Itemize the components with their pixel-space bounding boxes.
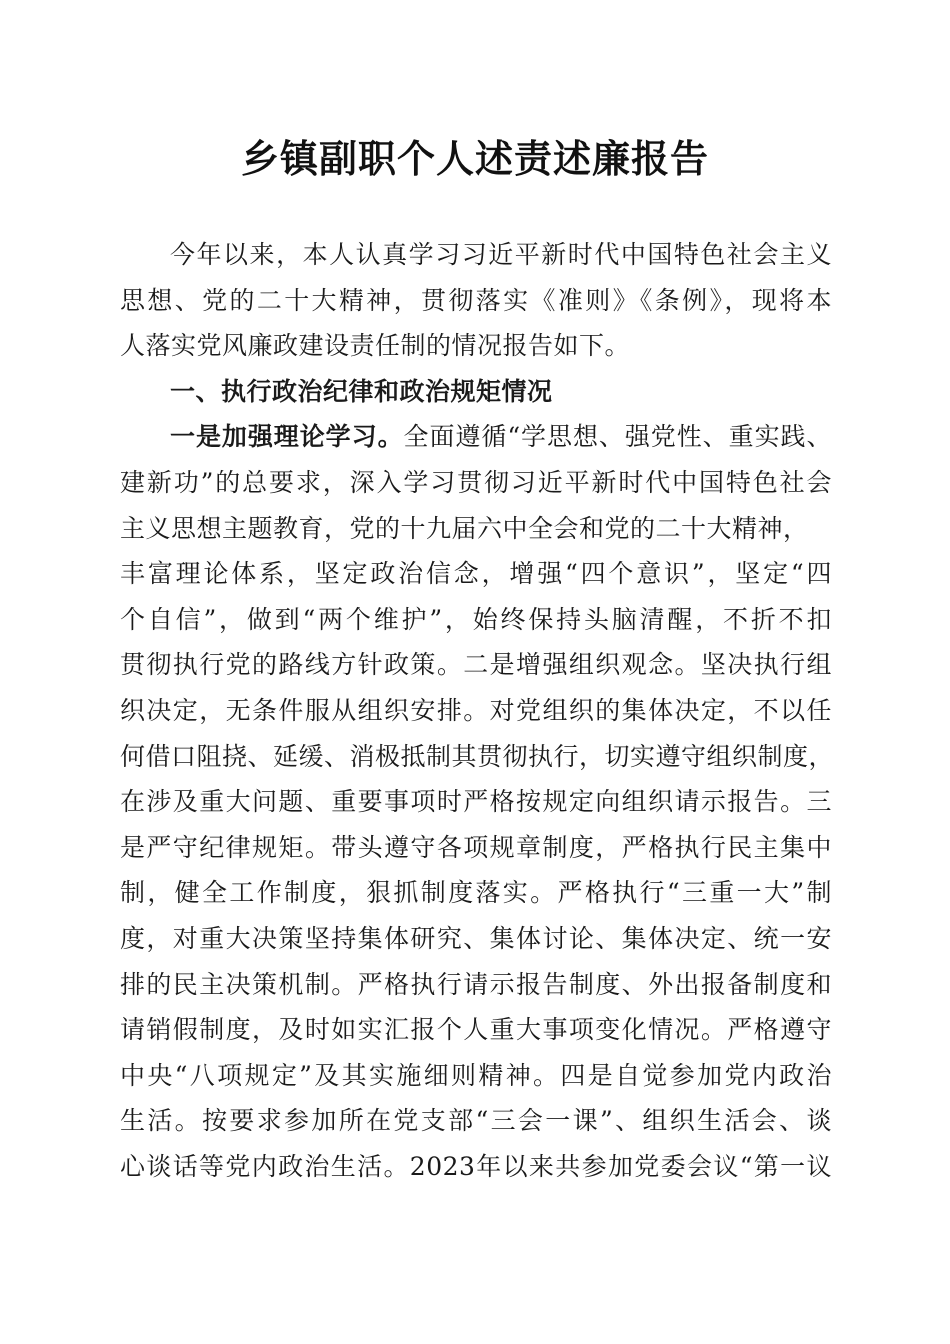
paragraph-line: 建新功”的总要求，深入学习贯彻习近平新时代中国特色社会 [120, 467, 832, 497]
paragraph-line: 生活。按要求参加所在党支部“三会一课”、组织生活会、谈 [120, 1106, 832, 1136]
paragraph-line: 是严守纪律规矩。带头遵守各项规章制度，严格执行民主集中 [120, 832, 832, 862]
intro-line: 今年以来，本人认真学习习近平新时代中国特色社会主义 [170, 240, 832, 269]
paragraph-line: 请销假制度，及时如实汇报个人重大事项变化情况。严格遵守 [120, 1015, 832, 1045]
paragraph-line [120, 414, 832, 460]
intro-line: 思想、党的二十大精神，贯彻落实《准则》《条例》，现将本 [120, 285, 832, 315]
paragraph-line: 何借口阻挠、延缓、消极抵制其贯彻执行，切实遵守组织制度， [120, 741, 835, 771]
document-title: 乡镇副职个人述责述廉报告 [240, 136, 709, 181]
paragraph-lead-bold: 一是加强理论学习。 [170, 422, 404, 452]
paragraph-line: 制，健全工作制度，狠抓制度落实。严格执行“三重一大”制 [120, 878, 832, 908]
section-heading: 一、执行政治纪律和政治规矩情况 [170, 376, 553, 406]
intro-line: 人落实党风廉政建设责任制的情况报告如下。 [120, 331, 631, 361]
paragraph-line: 丰富理论体系，坚定政治信念，增强“四个意识”，坚定“四 [120, 559, 832, 589]
paragraph-line: 心谈话等党内政治生活。2023年以来共参加党委会议“第一议 [120, 1151, 832, 1181]
paragraph-line: 中央“八项规定”及其实施细则精神。四是自觉参加党内政治 [120, 1060, 832, 1090]
paragraph-line: 主义思想主题教育，党的十九届六中全会和党的二十大精神， [120, 513, 809, 543]
paragraph-line: 织决定，无条件服从组织安排。对党组织的集体决定，不以任 [120, 695, 832, 725]
paragraph-line: 度，对重大决策坚持集体研究、集体讨论、集体决定、统一安 [120, 923, 832, 953]
document-body [120, 232, 835, 1189]
paragraph-text: 全面遵循“学思想、强党性、重实践、 [403, 422, 832, 452]
paragraph-line: 在涉及重大问题、重要事项时严格按规定向组织请示报告。三 [120, 787, 832, 817]
paragraph-line: 排的民主决策机制。严格执行请示报告制度、外出报备制度和 [120, 969, 832, 999]
paragraph-line: 贯彻执行党的路线方针政策。二是增强组织观念。坚决执行组 [120, 650, 832, 680]
paragraph-line: 个自信”，做到“两个维护”，始终保持头脑清醒，不折不扣 [120, 604, 832, 634]
